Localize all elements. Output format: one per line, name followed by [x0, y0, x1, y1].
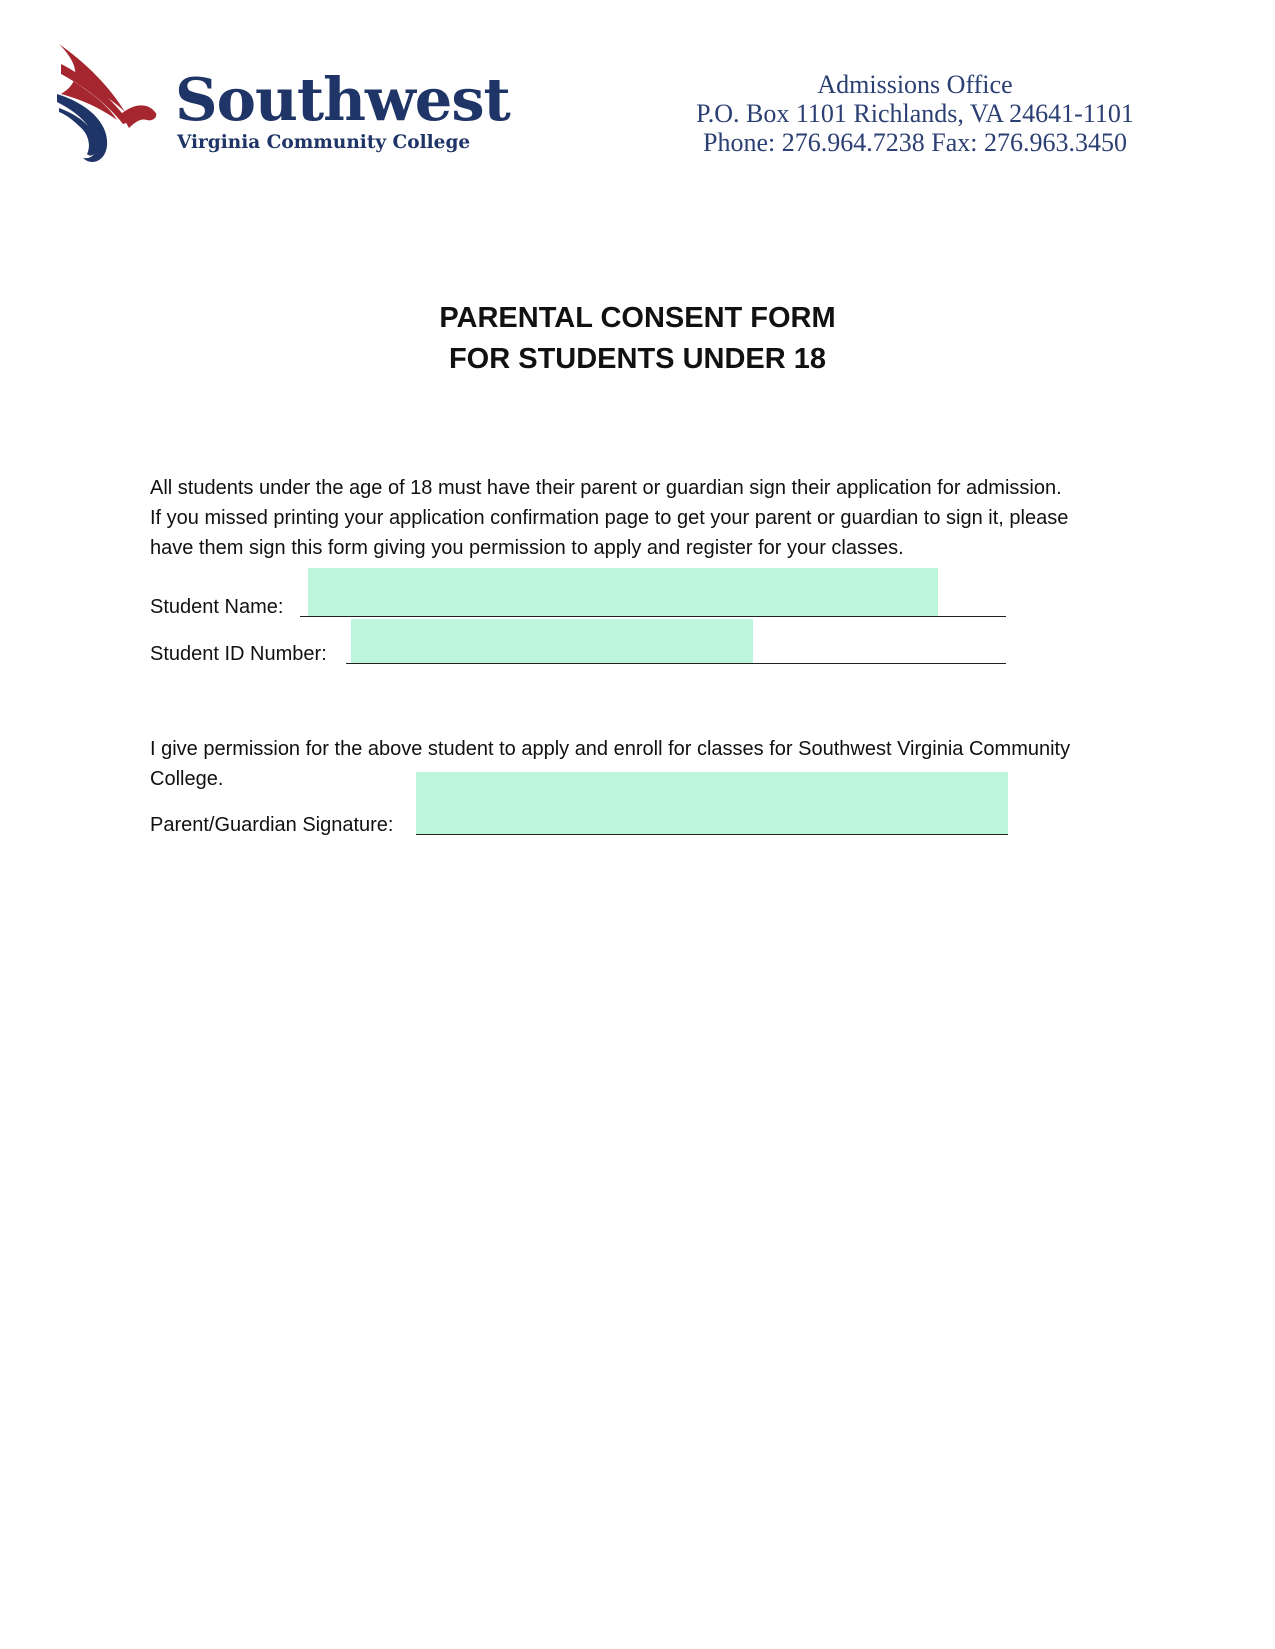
intro-line-1: All students under the age of 18 must have their parent or guardian sign their application for admission.	[150, 477, 1062, 499]
form-title	[0, 298, 1275, 380]
student-id-label: Student ID Number:	[150, 643, 327, 665]
eagle-icon	[55, 42, 185, 172]
logo-name: Southwest	[175, 65, 510, 134]
intro-line-2: If you missed printing your application confirmation page to get your parent or guardian to sign it, please	[150, 507, 1069, 529]
student-id-input[interactable]	[351, 619, 753, 663]
office-name: Admissions Office	[817, 70, 1013, 99]
intro-line-3: have them sign this form giving you permission to apply and register for your classes.	[150, 537, 904, 559]
student-name-label: Student Name:	[150, 596, 284, 618]
student-name-input[interactable]	[308, 568, 938, 616]
signature-label: Parent/Guardian Signature:	[150, 814, 394, 836]
title-line-1: PARENTAL CONSENT FORM	[439, 302, 836, 334]
permission-line-2: College.	[150, 768, 224, 790]
student-name-underline	[300, 616, 1006, 617]
office-phone-fax: Phone: 276.964.7238 Fax: 276.963.3450	[703, 128, 1127, 157]
title-line-2: FOR STUDENTS UNDER 18	[448, 343, 827, 375]
intro-paragraph	[150, 473, 1150, 563]
student-id-underline	[346, 663, 1006, 664]
college-logo	[55, 42, 510, 172]
signature-underline	[416, 834, 1008, 835]
office-contact-block	[635, 70, 1195, 157]
signature-input[interactable]	[416, 772, 1008, 834]
office-address: P.O. Box 1101 Richlands, VA 24641-1101	[696, 99, 1134, 128]
permission-line-1: I give permission for the above student to apply and enroll for classes for Southwest Virginia Community	[150, 738, 1071, 760]
logo-subtitle: Virginia Community College	[177, 132, 471, 153]
